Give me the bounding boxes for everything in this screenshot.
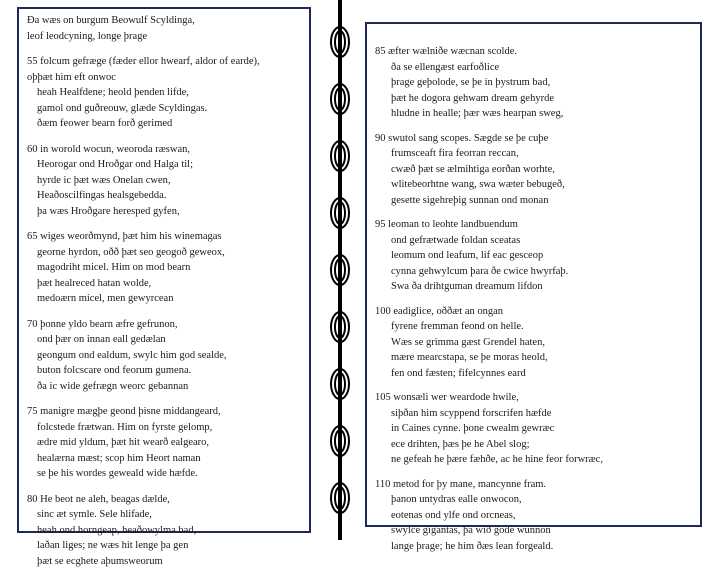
verse-line: eotenas ond ylfe ond orcneas, <box>375 508 694 524</box>
verse-line: 105 wonsæli wer weardode hwile, <box>375 390 694 406</box>
book-spine <box>330 0 350 540</box>
verse-line: heah ond horngeap, heaðowylma bad, <box>27 523 303 539</box>
stanza <box>375 304 694 382</box>
verse-line: cwæð þæt se ælmihtiga eorðan worhte, <box>375 162 694 178</box>
verse-line: gamol ond guðreouw, glæde Scyldingas. <box>27 101 303 117</box>
verse-line: Wæs se grimma gæst Grendel haten, <box>375 335 694 351</box>
verse-line: 60 in worold wocun, weoroda ræswan, <box>27 142 303 158</box>
verse-line: siþðan him scyppend forscrifen hæfde <box>375 406 694 422</box>
verse-line: ðæm feower bearn forð gerimed <box>27 116 303 132</box>
left-page <box>17 7 311 533</box>
stanza <box>27 142 303 220</box>
binding-ring-icon <box>330 83 350 115</box>
stanza <box>375 131 694 209</box>
verse-line: gesette sigehreþig sunnan ond monan <box>375 193 694 209</box>
stanza <box>27 13 303 44</box>
verse-line: 75 manigre mægþe geond þisne middangeard, <box>27 404 303 420</box>
verse-line: geongum ond ealdum, swylc him god sealde, <box>27 348 303 364</box>
binding-ring-icon <box>330 140 350 172</box>
stanza <box>27 492 303 569</box>
binding-ring-icon <box>330 311 350 343</box>
verse-line: cynna gehwylcum þara ðe cwice hwyrfaþ. <box>375 264 694 280</box>
stanza <box>375 477 694 555</box>
binding-ring-icon <box>330 254 350 286</box>
verse-line: folcstede frætwan. Him on fyrste gelomp, <box>27 420 303 436</box>
stanza <box>27 404 303 482</box>
verse-line: hludne in healle; þær wæs hearpan sweg, <box>375 106 694 122</box>
verse-line: þanon untydras ealle onwocon, <box>375 492 694 508</box>
verse-line: medoærn micel, men gewyrcean <box>27 291 303 307</box>
stanza <box>27 229 303 307</box>
verse-line: fyrene fremman feond on helle. <box>375 319 694 335</box>
verse-line: Swa ða drihtguman dreamum lifdon <box>375 279 694 295</box>
verse-line: swylce gigantas, þa wið gode wunnon <box>375 523 694 539</box>
verse-line: ne gefeah he þære fæhðe, ac he hine feor forwræc, <box>375 452 694 468</box>
verse-line: georne hyrdon, oðð þæt seo geogoð geweox, <box>27 245 303 261</box>
verse-line: 110 metod for þy mane, mancynne fram. <box>375 477 694 493</box>
stanza <box>375 44 694 122</box>
verse-line: healærna mæst; scop him Heort naman <box>27 451 303 467</box>
verse-line: frumsceaft fira feorran reccan, <box>375 146 694 162</box>
verse-line: 95 leoman to leohte landbuendum <box>375 217 694 233</box>
verse-line: þæt healreced hatan wolde, <box>27 276 303 292</box>
verse-line: leomum ond leafum, lif eac gesceop <box>375 248 694 264</box>
verse-line: þrage geþolode, se þe in þystrum bad, <box>375 75 694 91</box>
verse-line: wlitebeorhtne wang, swa wæter bebugeð, <box>375 177 694 193</box>
verse-line: in Caines cynne. þone cwealm gewræc <box>375 421 694 437</box>
right-page <box>365 22 702 527</box>
verse-line: 90 swutol sang scopes. Sægde se þe cuþe <box>375 131 694 147</box>
verse-line: ða se ellengæst earfoðlice <box>375 60 694 76</box>
verse-line: ece drihten, þæs þe he Abel slog; <box>375 437 694 453</box>
verse-line: buton folcscare ond feorum gumena. <box>27 363 303 379</box>
stanza <box>27 317 303 395</box>
verse-line: magodriht micel. Him on mod bearn <box>27 260 303 276</box>
verse-line: hyrde ic þæt wæs Onelan cwen, <box>27 173 303 189</box>
verse-line: ond gefrætwade foldan sceatas <box>375 233 694 249</box>
verse-line: 85 æfter wælniðe wæcnan scolde. <box>375 44 694 60</box>
verse-line: 70 þonne yldo bearn æfre gefrunon, <box>27 317 303 333</box>
binding-ring-icon <box>330 368 350 400</box>
verse-line: þæt se ecghete aþumsweorum <box>27 554 303 569</box>
verse-line: 65 wiges weorðmynd, þæt him his winemagas <box>27 229 303 245</box>
verse-line: oþþæt him eft onwoc <box>27 70 303 86</box>
verse-line: 100 eadiglice, oððæt an ongan <box>375 304 694 320</box>
stanza <box>27 54 303 132</box>
verse-line: þa wæs Hroðgare heresped gyfen, <box>27 204 303 220</box>
verse-line: Heorogar ond Hroðgar ond Halga til; <box>27 157 303 173</box>
verse-line: ond þær on innan eall gedælan <box>27 332 303 348</box>
verse-line: þæt he dogora gehwam dream gehyrde <box>375 91 694 107</box>
binding-ring-icon <box>330 425 350 457</box>
verse-line: mære mearcstapa, se þe moras heold, <box>375 350 694 366</box>
verse-line: 80 He beot ne aleh, beagas dælde, <box>27 492 303 508</box>
binding-ring-icon <box>330 26 350 58</box>
verse-line: leof leodcyning, longe þrage <box>27 29 303 45</box>
verse-line: ædre mid yldum, þæt hit wearð ealgearo, <box>27 435 303 451</box>
verse-line: fen ond fæsten; fifelcynnes eard <box>375 366 694 382</box>
verse-line: heah Healfdene; heold þenden lifde, <box>27 85 303 101</box>
verse-line: Heaðoscilfingas healsgebedda. <box>27 188 303 204</box>
verse-line: Ða wæs on burgum Beowulf Scyldinga, <box>27 13 303 29</box>
stanza <box>375 390 694 468</box>
verse-line: lange þrage; he him ðæs lean forgeald. <box>375 539 694 555</box>
stanza <box>375 217 694 295</box>
verse-line: ða ic wide gefrægn weorc gebannan <box>27 379 303 395</box>
verse-line: sinc æt symle. Sele hlifade, <box>27 507 303 523</box>
binding-ring-icon <box>330 197 350 229</box>
verse-line: se þe his wordes geweald wide hæfde. <box>27 466 303 482</box>
verse-line: 55 folcum gefræge (fæder ellor hwearf, aldor of earde), <box>27 54 303 70</box>
binding-ring-icon <box>330 482 350 514</box>
verse-line: laðan liges; ne wæs hit lenge þa gen <box>27 538 303 554</box>
